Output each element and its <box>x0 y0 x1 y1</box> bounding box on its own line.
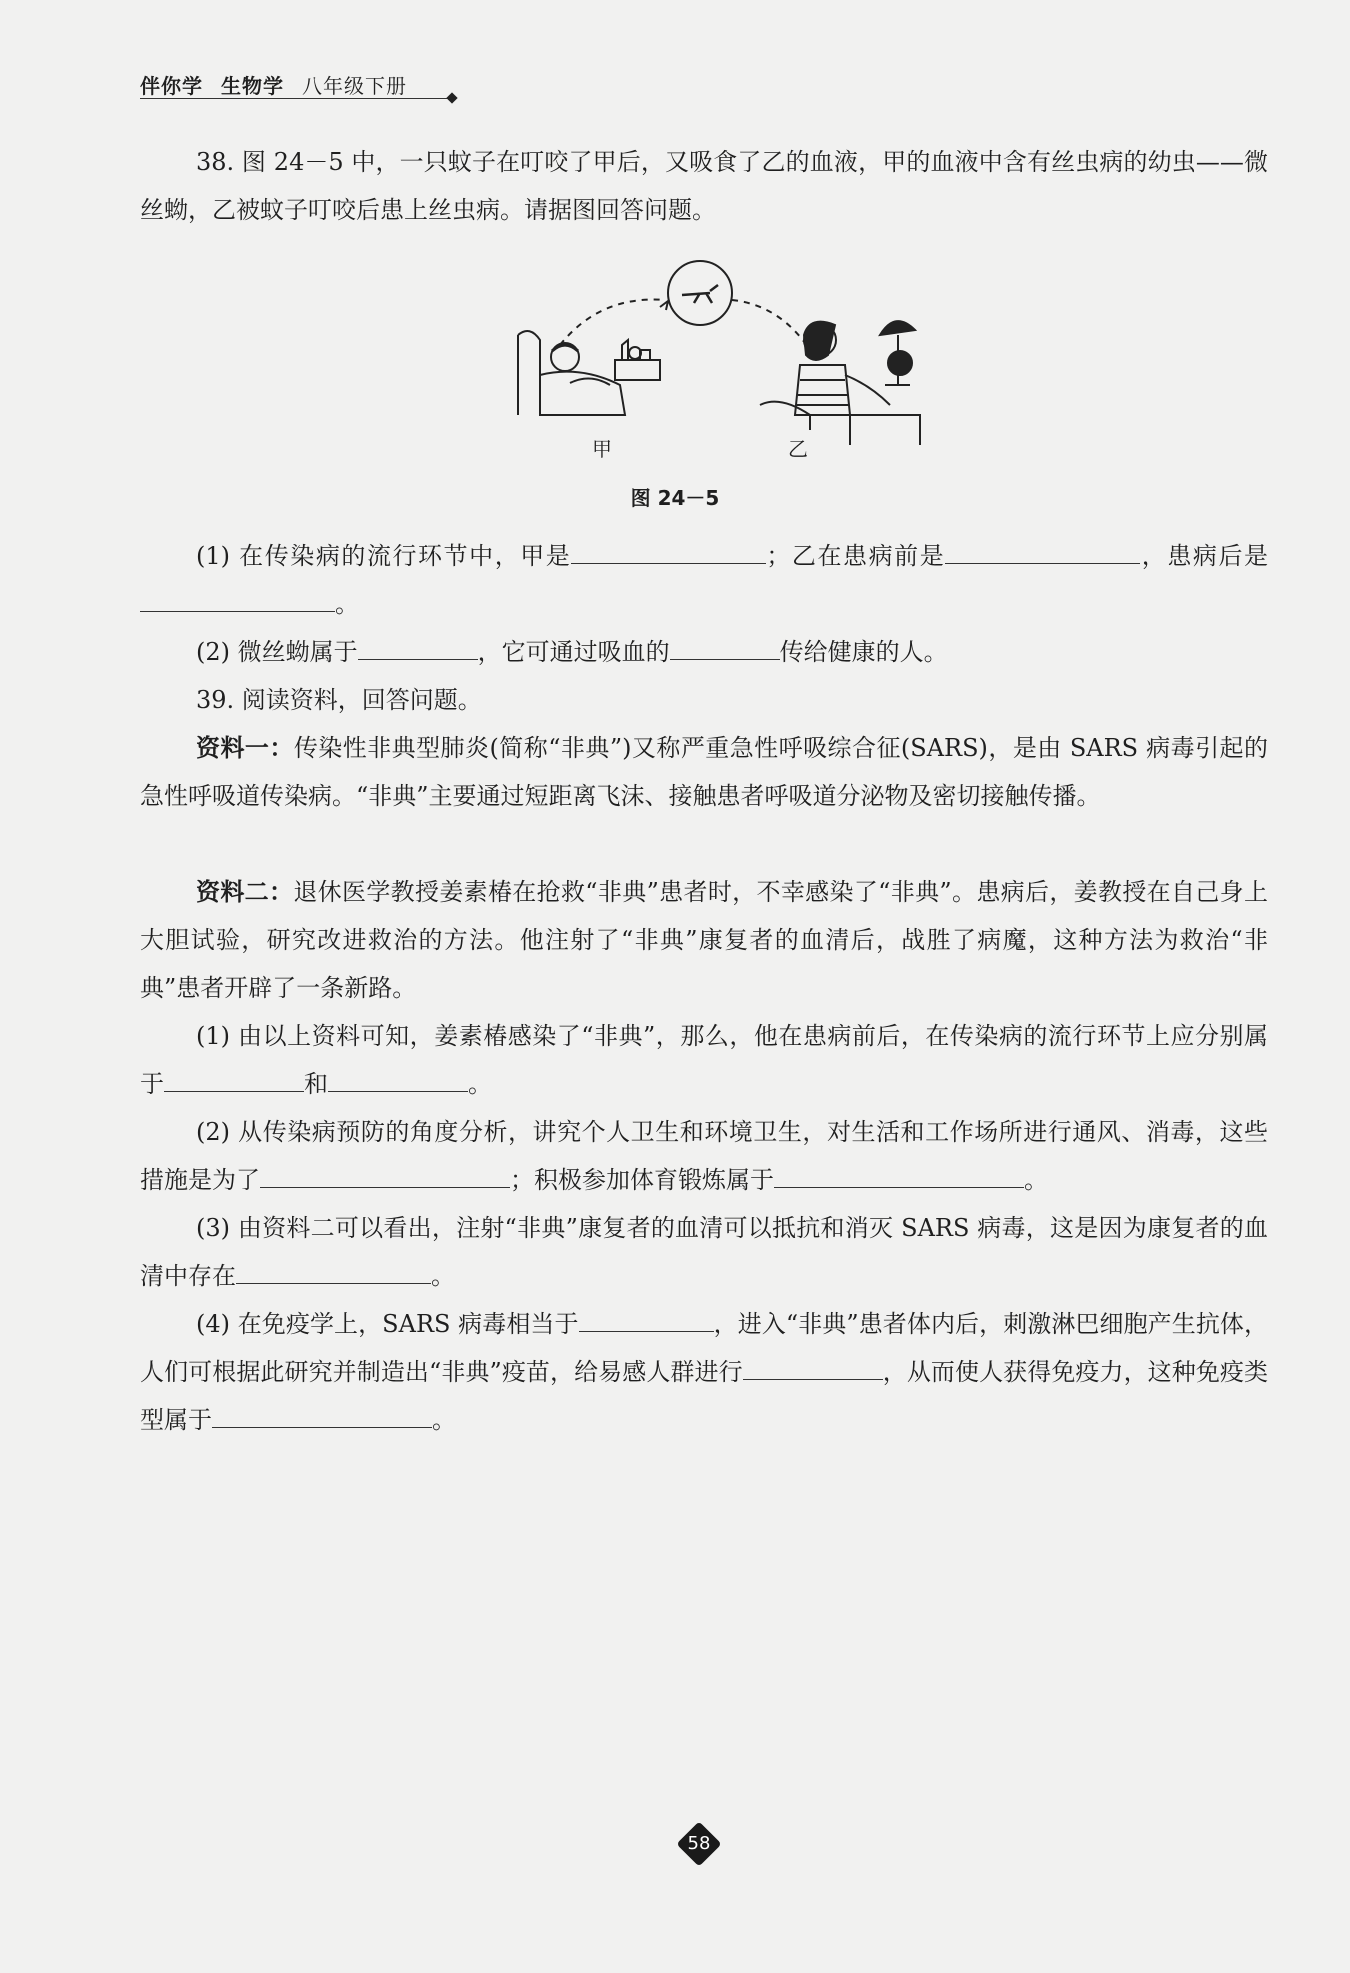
q38-p2-text-a: (2) 微丝蚴属于 <box>196 638 358 666</box>
q38-p1-text-c: ，患病后 <box>1140 542 1245 570</box>
q39-part1 <box>140 1012 1268 1108</box>
series-title: 伴你学 <box>140 74 203 98</box>
answer-blank[interactable] <box>571 537 766 564</box>
q38-part1 <box>140 532 1268 628</box>
grade-label: 八年级下册 <box>302 74 407 98</box>
answer-blank[interactable] <box>579 1305 714 1332</box>
q38-p2-text-b: ，它可通过吸血的 <box>477 638 670 666</box>
q39-p4-text-b: ，进入“非典”患者体内后，刺激淋巴细胞产生抗体，人们可根据此研究并制造出“非典”疫苗，给易感人群进行 <box>140 1310 1268 1386</box>
header-rule <box>140 98 452 99</box>
q39-material-1 <box>140 724 1268 820</box>
answer-blank[interactable] <box>945 537 1140 564</box>
q39-p1-text-c: 。 <box>468 1070 492 1098</box>
q39-p2-text-b: ；积极参加体育锻炼属于 <box>510 1166 774 1194</box>
figure-caption: 图 24－5 <box>630 486 720 510</box>
q39-p4-text-c: ，从而使人获得免疫力，这种免疫类型属于 <box>140 1358 1269 1434</box>
answer-blank[interactable] <box>358 633 478 660</box>
figure-24-5 <box>510 255 930 465</box>
answer-blank[interactable] <box>670 633 780 660</box>
mosquito-transmission-illustration <box>510 255 930 465</box>
material-2-label: 资料二： <box>196 878 294 906</box>
answer-blank[interactable] <box>774 1161 1024 1188</box>
answer-blank[interactable] <box>212 1401 432 1428</box>
material-1-label: 资料一： <box>196 734 294 762</box>
header-diamond-icon <box>446 92 457 103</box>
running-header <box>140 70 407 99</box>
answer-blank[interactable] <box>236 1257 431 1284</box>
page-number: 58 <box>687 1833 711 1854</box>
answer-blank[interactable] <box>164 1065 304 1092</box>
q38-p1-text-a: (1) 在传染病的流行环节中，甲是 <box>196 542 572 570</box>
q38-part2 <box>140 628 1268 676</box>
q38-intro: 38. 图 24－5 中，一只蚊子在叮咬了甲后，又吸食了乙的血液，甲的血液中含有丝虫病的幼虫——微丝蚴，乙被蚊子叮咬后患上丝虫病。请据图回答问题。 <box>140 148 1268 224</box>
q39-p3-text-b: 。 <box>431 1262 455 1290</box>
q39-intro: 39. 阅读资料，回答问题。 <box>196 686 482 714</box>
q39-part3 <box>140 1204 1268 1300</box>
q39-part2 <box>140 1108 1268 1204</box>
q39-p2-text-a: (2) 从传染病预防的角度分析，讲究个人卫生和环境卫生，对生活和工作场所进行通风、消毒，这些措施是为了 <box>140 1118 1268 1194</box>
q38-p2-text-c: 传给健康的人。 <box>779 638 948 666</box>
q39-p3-text-a: (3) 由资料二可以看出，注射“非典”康复者的血清可以抵抗和消灭 SARS 病毒，这是因为康复者的血清中存在 <box>140 1214 1268 1290</box>
page-number-badge <box>677 1822 721 1866</box>
q39-p1-text-b: 和 <box>304 1070 328 1098</box>
material-1-text: 传染性非典型肺炎(简称“非典”)又称严重急性呼吸综合征(SARS)，是由 SARS 病毒引起的急性呼吸道传染病。“非典”主要通过短距离飞沫、接触患者呼吸道分泌物及密切接触传播。 <box>140 734 1269 810</box>
answer-blank[interactable] <box>328 1065 468 1092</box>
q39-p4-text-d: 。 <box>432 1406 456 1434</box>
answer-blank[interactable] <box>743 1353 883 1380</box>
q39-p1-text-a: (1) 由以上资料可知，姜素椿感染了“非典”，那么，他在患病前后，在传染病的流行环节上应分别属于 <box>140 1022 1268 1098</box>
figure-label-yi: 乙 <box>788 437 808 461</box>
q38-p1-text-d: 是 <box>1244 542 1269 570</box>
figure-label-jia: 甲 <box>592 437 612 461</box>
q38-p1-text-b: ；乙在患病前是 <box>766 542 946 570</box>
subject-title: 生物学 <box>221 74 284 98</box>
q39-material-2 <box>140 868 1268 1012</box>
answer-blank[interactable] <box>140 585 335 612</box>
q39-p2-text-c: 。 <box>1024 1166 1048 1194</box>
q39-p4-text-a: (4) 在免疫学上，SARS 病毒相当于 <box>196 1310 579 1338</box>
material-2-text: 退休医学教授姜素椿在抢救“非典”患者时，不幸感染了“非典”。患病后，姜教授在自己身上大胆试验，研究改进救治的方法。他注射了“非典”康复者的血清后，战胜了病魔，这种方法为救治“非典”患者开辟了一条新路。 <box>140 878 1268 1002</box>
q38-p1-text-e: 。 <box>335 590 359 618</box>
answer-blank[interactable] <box>260 1161 510 1188</box>
q39-part4 <box>140 1300 1268 1444</box>
